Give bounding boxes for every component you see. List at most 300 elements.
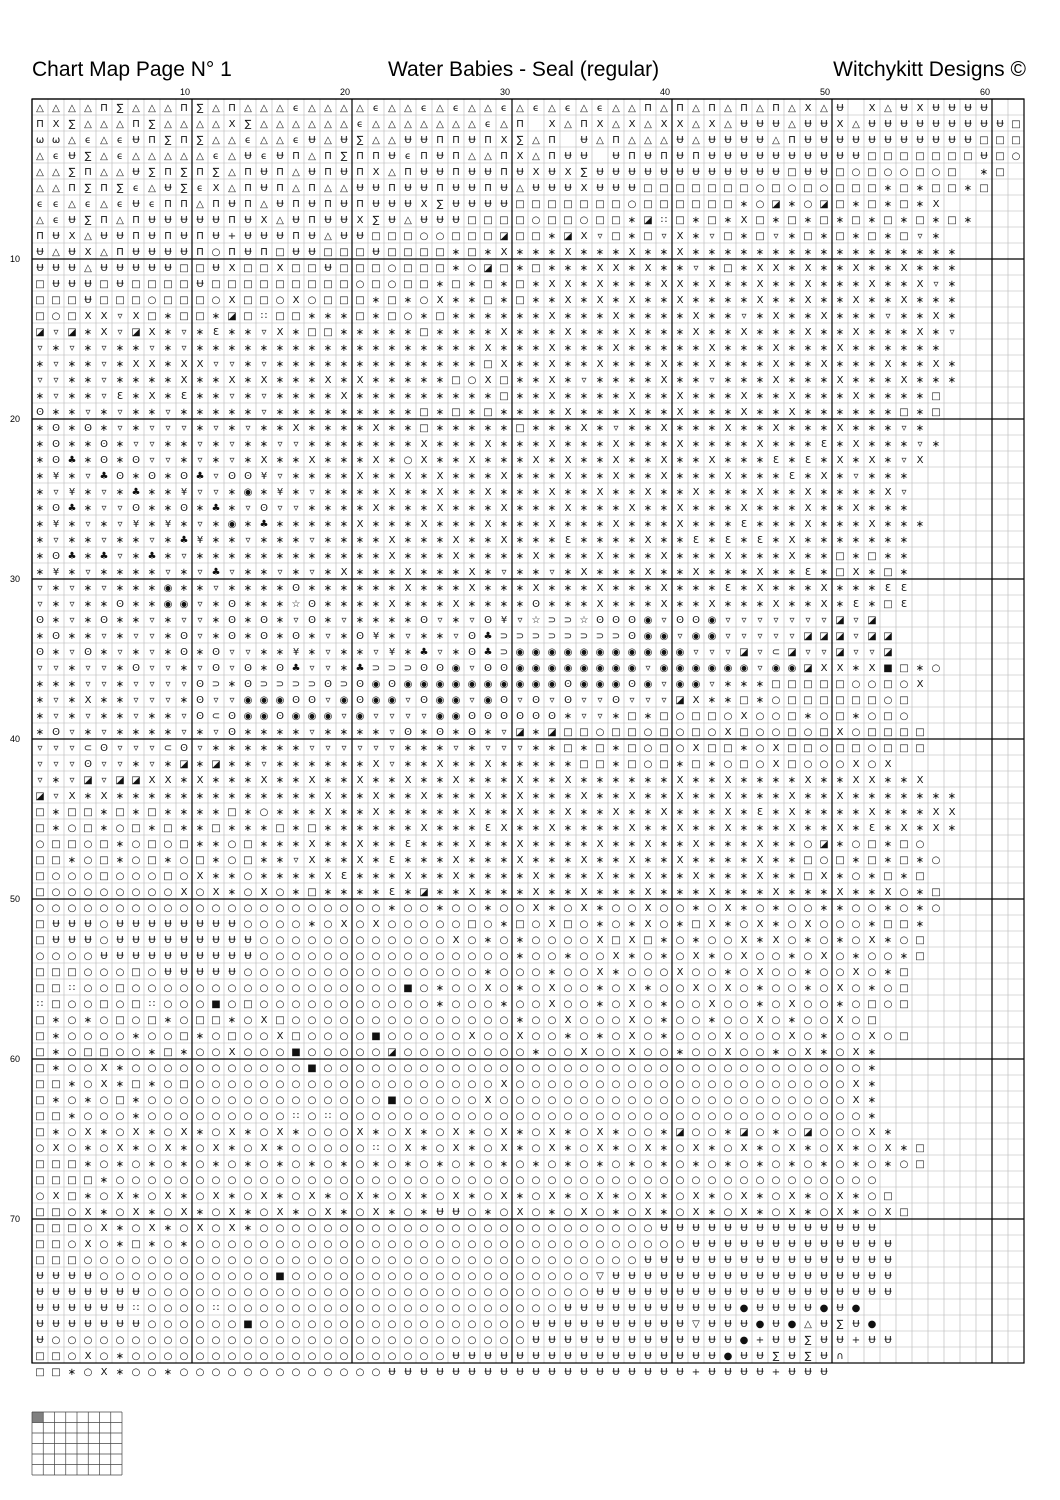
stitch-symbol: ▿ (229, 663, 235, 674)
stitch-symbol: ∗ (867, 1047, 877, 1058)
stitch-symbol: Ʉ (212, 951, 220, 962)
stitch-symbol: □ (851, 695, 861, 706)
stitch-symbol: Ʉ (68, 1271, 76, 1282)
stitch-symbol: X (548, 999, 556, 1010)
stitch-symbol: Ʉ (660, 167, 668, 178)
stitch-symbol: ∗ (115, 375, 125, 386)
stitch-symbol: ∗ (227, 1143, 237, 1154)
stitch-symbol: ◉ (563, 663, 573, 674)
stitch-symbol: ∗ (243, 1159, 253, 1170)
stitch-symbol: ○ (675, 1143, 685, 1154)
stitch-symbol: Ʉ (468, 1351, 476, 1362)
stitch-symbol: ∗ (883, 967, 893, 978)
stitch-symbol: ∗ (451, 327, 461, 338)
stitch-symbol: ○ (291, 983, 301, 994)
stitch-symbol: Ʉ (308, 247, 316, 258)
stitch-symbol: X (436, 759, 444, 770)
stitch-symbol: ◉ (691, 631, 701, 642)
stitch-symbol: ○ (307, 1255, 317, 1266)
stitch-symbol: ∗ (115, 679, 125, 690)
stitch-symbol: ▿ (69, 647, 75, 658)
stitch-symbol: ∗ (819, 423, 829, 434)
stitch-symbol: ◉ (259, 711, 269, 722)
stitch-symbol: ∗ (211, 1159, 221, 1170)
stitch-symbol: ○ (227, 1255, 237, 1266)
stitch-symbol: ∗ (211, 807, 221, 818)
stitch-symbol: ∗ (691, 583, 701, 594)
stitch-symbol: Ʉ (36, 1271, 44, 1282)
stitch-symbol: ∗ (147, 1047, 157, 1058)
stitch-symbol: ∗ (435, 519, 445, 530)
stitch-symbol: ∑ (148, 167, 156, 178)
stitch-symbol: ∗ (947, 791, 957, 802)
stitch-symbol: ○ (819, 1143, 829, 1154)
stitch-symbol: △ (788, 103, 796, 114)
stitch-symbol: Ʉ (820, 119, 828, 130)
stitch-symbol: X (852, 1095, 860, 1106)
stitch-symbol: X (356, 375, 364, 386)
stitch-symbol: ∗ (643, 455, 653, 466)
stitch-symbol: ○ (371, 1223, 381, 1234)
stitch-symbol: ○ (131, 1015, 141, 1026)
stitch-symbol: ∗ (771, 839, 781, 850)
stitch-symbol: ʘ (564, 695, 572, 706)
stitch-symbol: X (660, 375, 668, 386)
stitch-symbol: Ʉ (868, 1239, 876, 1250)
stitch-symbol: ○ (115, 903, 125, 914)
stitch-symbol: Ʉ (212, 231, 220, 242)
stitch-symbol: ∗ (531, 823, 541, 834)
stitch-symbol: ○ (355, 1223, 365, 1234)
stitch-symbol: Ʉ (580, 1367, 588, 1378)
stitch-symbol: ∗ (659, 823, 669, 834)
stitch-symbol: Ʉ (948, 119, 956, 130)
stitch-symbol: ○ (147, 903, 157, 914)
stitch-symbol: ∗ (691, 599, 701, 610)
stitch-symbol: ○ (387, 967, 397, 978)
stitch-symbol: ∗ (403, 855, 413, 866)
stitch-symbol: Ʉ (724, 1319, 732, 1330)
stitch-symbol: ○ (227, 1239, 237, 1250)
page-label: Chart Map Page N° 1 (32, 58, 232, 81)
stitch-symbol: ∷ (324, 1111, 332, 1122)
stitch-symbol: ○ (179, 983, 189, 994)
stitch-symbol: ∗ (627, 343, 637, 354)
stitch-symbol: ∗ (387, 615, 397, 626)
stitch-symbol: X (692, 567, 700, 578)
stitch-symbol: ○ (323, 967, 333, 978)
stitch-symbol: ∗ (83, 375, 93, 386)
stitch-symbol: ▿ (197, 567, 203, 578)
stitch-symbol: ○ (307, 295, 317, 306)
stitch-symbol: □ (931, 183, 941, 194)
stitch-symbol: ▿ (677, 631, 683, 642)
stitch-symbol: X (468, 807, 476, 818)
stitch-symbol: Π (84, 167, 92, 178)
stitch-symbol: ○ (275, 967, 285, 978)
stitch-symbol: ∗ (707, 951, 717, 962)
stitch-symbol: ○ (131, 1335, 141, 1346)
stitch-symbol: ∷ (148, 999, 156, 1010)
stitch-symbol: ○ (787, 935, 797, 946)
stitch-symbol: ○ (739, 967, 749, 978)
stitch-symbol: ∗ (115, 567, 125, 578)
stitch-symbol: ○ (99, 1191, 109, 1202)
stitch-symbol: Ʉ (628, 1287, 636, 1298)
stitch-symbol: ▿ (709, 647, 715, 658)
stitch-symbol: ▿ (917, 439, 923, 450)
stitch-symbol: ◉ (435, 695, 445, 706)
stitch-symbol: ∗ (771, 903, 781, 914)
stitch-symbol: ∗ (355, 759, 365, 770)
stitch-symbol: ∗ (883, 839, 893, 850)
stitch-symbol: ○ (147, 1063, 157, 1074)
stitch-symbol: Ʉ (612, 1271, 620, 1282)
stitch-symbol: X (164, 1191, 172, 1202)
stitch-symbol: Ʉ (580, 1335, 588, 1346)
stitch-symbol: ʘ (612, 615, 620, 626)
stitch-symbol: △ (260, 103, 268, 114)
stitch-symbol: ϵ (484, 119, 492, 130)
stitch-symbol: ∗ (819, 535, 829, 546)
stitch-symbol: ▿ (405, 711, 411, 722)
stitch-symbol: ◉ (515, 679, 525, 690)
stitch-symbol: ○ (819, 1095, 829, 1106)
stitch-symbol: ○ (739, 1079, 749, 1090)
stitch-symbol: X (228, 1223, 236, 1234)
stitch-symbol: X (804, 487, 812, 498)
stitch-symbol: ◪ (211, 759, 221, 770)
stitch-symbol: ◉ (691, 679, 701, 690)
stitch-symbol: X (708, 455, 716, 466)
stitch-symbol: Ʉ (628, 1319, 636, 1330)
stitch-symbol: ∗ (691, 471, 701, 482)
stitch-symbol: ∗ (419, 343, 429, 354)
stitch-symbol: ▿ (181, 679, 187, 690)
stitch-symbol: ○ (147, 1255, 157, 1266)
stitch-symbol: □ (195, 295, 205, 306)
stitch-symbol: ¥ (260, 471, 268, 482)
stitch-symbol: Ʉ (260, 167, 268, 178)
stitch-symbol: Ʉ (372, 199, 380, 210)
stitch-symbol: ʘ (628, 679, 636, 690)
stitch-symbol: ∑ (372, 215, 380, 226)
stitch-symbol: ∗ (883, 407, 893, 418)
stitch-symbol: ○ (291, 1191, 301, 1202)
stitch-symbol: X (692, 743, 700, 754)
stitch-symbol: ʘ (468, 727, 476, 738)
stitch-symbol: ∗ (211, 631, 221, 642)
stitch-symbol: X (724, 791, 732, 802)
stitch-symbol: ▿ (693, 263, 699, 274)
stitch-symbol: X (740, 935, 748, 946)
stitch-symbol: ʘ (516, 711, 524, 722)
stitch-symbol: ∗ (771, 503, 781, 514)
stitch-symbol: Ʉ (868, 1223, 876, 1234)
stitch-symbol: ʘ (36, 615, 44, 626)
stitch-symbol: Χ (916, 103, 924, 114)
stitch-symbol: ∗ (659, 887, 669, 898)
stitch-symbol: ∗ (227, 791, 237, 802)
stitch-symbol: ○ (99, 1095, 109, 1106)
stitch-symbol: ∗ (339, 343, 349, 354)
stitch-symbol: □ (83, 1175, 93, 1186)
stitch-symbol: ∗ (483, 727, 493, 738)
stitch-symbol: ∗ (515, 327, 525, 338)
stitch-symbol: ○ (355, 1111, 365, 1122)
stitch-symbol: ▿ (309, 487, 315, 498)
stitch-symbol: ∗ (499, 839, 509, 850)
stitch-symbol: ▿ (853, 631, 859, 642)
stitch-symbol: ○ (531, 1287, 541, 1298)
stitch-symbol: □ (35, 1031, 45, 1042)
stitch-symbol: ∗ (547, 839, 557, 850)
stitch-symbol: ∗ (515, 247, 525, 258)
stitch-symbol: ○ (291, 951, 301, 962)
stitch-symbol: Ʉ (884, 119, 892, 130)
stitch-symbol: ∗ (659, 791, 669, 802)
stitch-symbol: ∗ (611, 551, 621, 562)
stitch-symbol: ¥ (276, 487, 284, 498)
stitch-symbol: ∗ (787, 487, 797, 498)
stitch-symbol: ∗ (115, 663, 125, 674)
stitch-symbol: ∗ (355, 439, 365, 450)
stitch-symbol: ∗ (131, 535, 141, 546)
stitch-symbol: ◉ (243, 695, 253, 706)
stitch-symbol: □ (499, 263, 509, 274)
stitch-symbol: ▿ (437, 647, 443, 658)
stitch-symbol: X (548, 391, 556, 402)
stitch-symbol: ∗ (659, 295, 669, 306)
stitch-symbol: □ (899, 1207, 909, 1218)
stitch-symbol: ○ (291, 919, 301, 930)
stitch-symbol: Ʉ (836, 1303, 844, 1314)
stitch-symbol: ○ (419, 967, 429, 978)
stitch-symbol: ∗ (739, 583, 749, 594)
stitch-symbol: ○ (179, 1175, 189, 1186)
stitch-symbol: Π (132, 215, 140, 226)
stitch-symbol: Χ (516, 151, 524, 162)
stitch-symbol: ∗ (435, 455, 445, 466)
stitch-symbol: ○ (147, 1351, 157, 1362)
stitch-symbol: □ (67, 311, 77, 322)
stitch-symbol: ∗ (419, 807, 429, 818)
stitch-symbol: Ʉ (708, 1351, 716, 1362)
stitch-symbol: ○ (499, 1207, 509, 1218)
stitch-symbol: ∗ (467, 823, 477, 834)
stitch-symbol: X (836, 1191, 844, 1202)
stitch-symbol: ∗ (387, 471, 397, 482)
stitch-symbol: ∗ (179, 807, 189, 818)
stitch-symbol: ∗ (275, 391, 285, 402)
stitch-symbol: Π (244, 167, 252, 178)
stitch-symbol: ∗ (531, 1159, 541, 1170)
stitch-symbol: ▿ (53, 487, 59, 498)
stitch-symbol: ∗ (467, 775, 477, 786)
stitch-symbol: ◉ (643, 615, 653, 626)
stitch-symbol: ∗ (867, 311, 877, 322)
stitch-symbol: ∗ (723, 1159, 733, 1170)
stitch-symbol: Ʉ (84, 935, 92, 946)
stitch-symbol: ▿ (277, 567, 283, 578)
stitch-symbol: ∗ (483, 311, 493, 322)
stitch-symbol: ∗ (499, 439, 509, 450)
stitch-symbol: ○ (835, 1111, 845, 1122)
stitch-symbol: Π (356, 167, 364, 178)
stitch-symbol: Ɛ (884, 583, 892, 594)
stitch-symbol: △ (820, 103, 828, 114)
stitch-symbol: ○ (627, 1191, 637, 1202)
stitch-symbol: Π (452, 167, 460, 178)
stitch-symbol: ∗ (243, 743, 253, 754)
stitch-symbol: Ʉ (852, 1287, 860, 1298)
stitch-symbol: ∗ (611, 503, 621, 514)
stitch-symbol: X (708, 599, 716, 610)
stitch-symbol: □ (99, 871, 109, 882)
stitch-symbol: ○ (467, 903, 477, 914)
stitch-symbol: X (308, 455, 316, 466)
stitch-symbol: ∗ (451, 311, 461, 322)
stitch-symbol: ◉ (451, 711, 461, 722)
stitch-symbol: ∗ (803, 551, 813, 562)
stitch-symbol: ◉ (547, 663, 557, 674)
stitch-symbol: ○ (547, 1079, 557, 1090)
stitch-symbol: X (660, 359, 668, 370)
stitch-symbol: ∗ (339, 311, 349, 322)
stitch-symbol: □ (547, 199, 557, 210)
stitch-symbol: ○ (851, 1063, 861, 1074)
stitch-symbol: X (596, 935, 604, 946)
stitch-symbol: ∗ (819, 1159, 829, 1170)
stitch-symbol: ○ (147, 887, 157, 898)
stitch-symbol: □ (707, 215, 717, 226)
stitch-symbol: ○ (83, 999, 93, 1010)
stitch-symbol: ∗ (387, 775, 397, 786)
stitch-symbol: ○ (355, 951, 365, 962)
stitch-symbol: □ (915, 215, 925, 226)
stitch-symbol: ○ (307, 999, 317, 1010)
stitch-symbol: Ʉ (436, 151, 444, 162)
stitch-symbol: ○ (627, 1255, 637, 1266)
stitch-symbol: ∗ (547, 407, 557, 418)
stitch-symbol: Π (164, 231, 172, 242)
stitch-symbol: ∗ (339, 535, 349, 546)
stitch-symbol: □ (915, 935, 925, 946)
stitch-symbol: ∗ (243, 807, 253, 818)
stitch-symbol: ∗ (227, 407, 237, 418)
stitch-symbol: ○ (387, 1303, 397, 1314)
stitch-symbol: ∗ (387, 823, 397, 834)
stitch-symbol: ∗ (627, 1159, 637, 1170)
stitch-symbol: X (772, 359, 780, 370)
stitch-symbol: ▿ (325, 647, 331, 658)
stitch-symbol: ϵ (564, 103, 572, 114)
stitch-symbol: ʘ (100, 743, 108, 754)
stitch-symbol: ○ (163, 1063, 173, 1074)
stitch-symbol: ○ (403, 1255, 413, 1266)
stitch-symbol: ∗ (243, 359, 253, 370)
stitch-symbol: ∗ (227, 887, 237, 898)
stitch-symbol: ∗ (259, 423, 269, 434)
stitch-symbol: ∗ (243, 551, 253, 562)
stitch-symbol: X (596, 599, 604, 610)
stitch-symbol: Ʉ (612, 167, 620, 178)
stitch-symbol: ∗ (851, 551, 861, 562)
stitch-symbol: □ (835, 167, 845, 178)
stitch-symbol: Ʉ (804, 151, 812, 162)
stitch-symbol: ○ (563, 1271, 573, 1282)
stitch-symbol: ○ (163, 1175, 173, 1186)
stitch-symbol: ∗ (131, 599, 141, 610)
stitch-symbol: ∑ (196, 103, 204, 114)
stitch-symbol: ◉ (563, 647, 573, 658)
stitch-symbol: ∗ (691, 359, 701, 370)
stitch-symbol: Ʉ (612, 1335, 620, 1346)
stitch-symbol: ▿ (101, 503, 107, 514)
stitch-symbol: ∗ (739, 775, 749, 786)
stitch-symbol: ∗ (163, 711, 173, 722)
stitch-symbol: ○ (819, 1063, 829, 1074)
stitch-symbol: ∗ (867, 247, 877, 258)
stitch-symbol: △ (628, 135, 636, 146)
stitch-symbol: ○ (611, 1255, 621, 1266)
stitch-symbol: □ (387, 311, 397, 322)
stitch-symbol: ∗ (947, 823, 957, 834)
stitch-symbol: □ (691, 183, 701, 194)
stitch-symbol: X (852, 1047, 860, 1058)
stitch-symbol: ▿ (181, 727, 187, 738)
stitch-symbol: ○ (675, 951, 685, 962)
stitch-symbol: ʘ (484, 711, 492, 722)
stitch-symbol: ∗ (339, 583, 349, 594)
stitch-symbol: ∗ (179, 695, 189, 706)
stitch-symbol: ○ (579, 1015, 589, 1026)
stitch-symbol: ○ (771, 999, 781, 1010)
stitch-symbol: ○ (515, 1095, 525, 1106)
stitch-symbol: X (532, 455, 540, 466)
stitch-symbol: Ʉ (244, 951, 252, 962)
stitch-symbol: □ (115, 807, 125, 818)
stitch-symbol: ○ (419, 1095, 429, 1106)
stitch-symbol: ◉ (243, 487, 253, 498)
stitch-symbol: ∗ (755, 599, 765, 610)
stitch-symbol: ∗ (179, 567, 189, 578)
stitch-symbol: △ (116, 119, 124, 130)
stitch-symbol: ∗ (131, 1095, 141, 1106)
stitch-symbol: ∗ (915, 823, 925, 834)
stitch-symbol: ◪ (179, 759, 189, 770)
stitch-symbol: □ (35, 279, 45, 290)
stitch-symbol: ʘ (436, 727, 444, 738)
stitch-symbol: ○ (835, 1063, 845, 1074)
stitch-symbol: ∗ (787, 199, 797, 210)
stitch-symbol: ∗ (723, 487, 733, 498)
stitch-symbol: Ʉ (532, 183, 540, 194)
stitch-symbol: ∗ (691, 343, 701, 354)
stitch-symbol: ∗ (499, 295, 509, 306)
stitch-symbol: Ʉ (372, 183, 380, 194)
stitch-symbol: ▿ (101, 583, 107, 594)
stitch-symbol: ○ (147, 1175, 157, 1186)
stitch-symbol: ∗ (915, 247, 925, 258)
stitch-symbol: ∗ (451, 839, 461, 850)
stitch-symbol: ∗ (755, 983, 765, 994)
stitch-symbol: X (868, 455, 876, 466)
stitch-symbol: Π (308, 183, 316, 194)
stitch-symbol: ▿ (53, 743, 59, 754)
stitch-symbol: ○ (835, 1095, 845, 1106)
stitch-symbol: Π (388, 183, 396, 194)
